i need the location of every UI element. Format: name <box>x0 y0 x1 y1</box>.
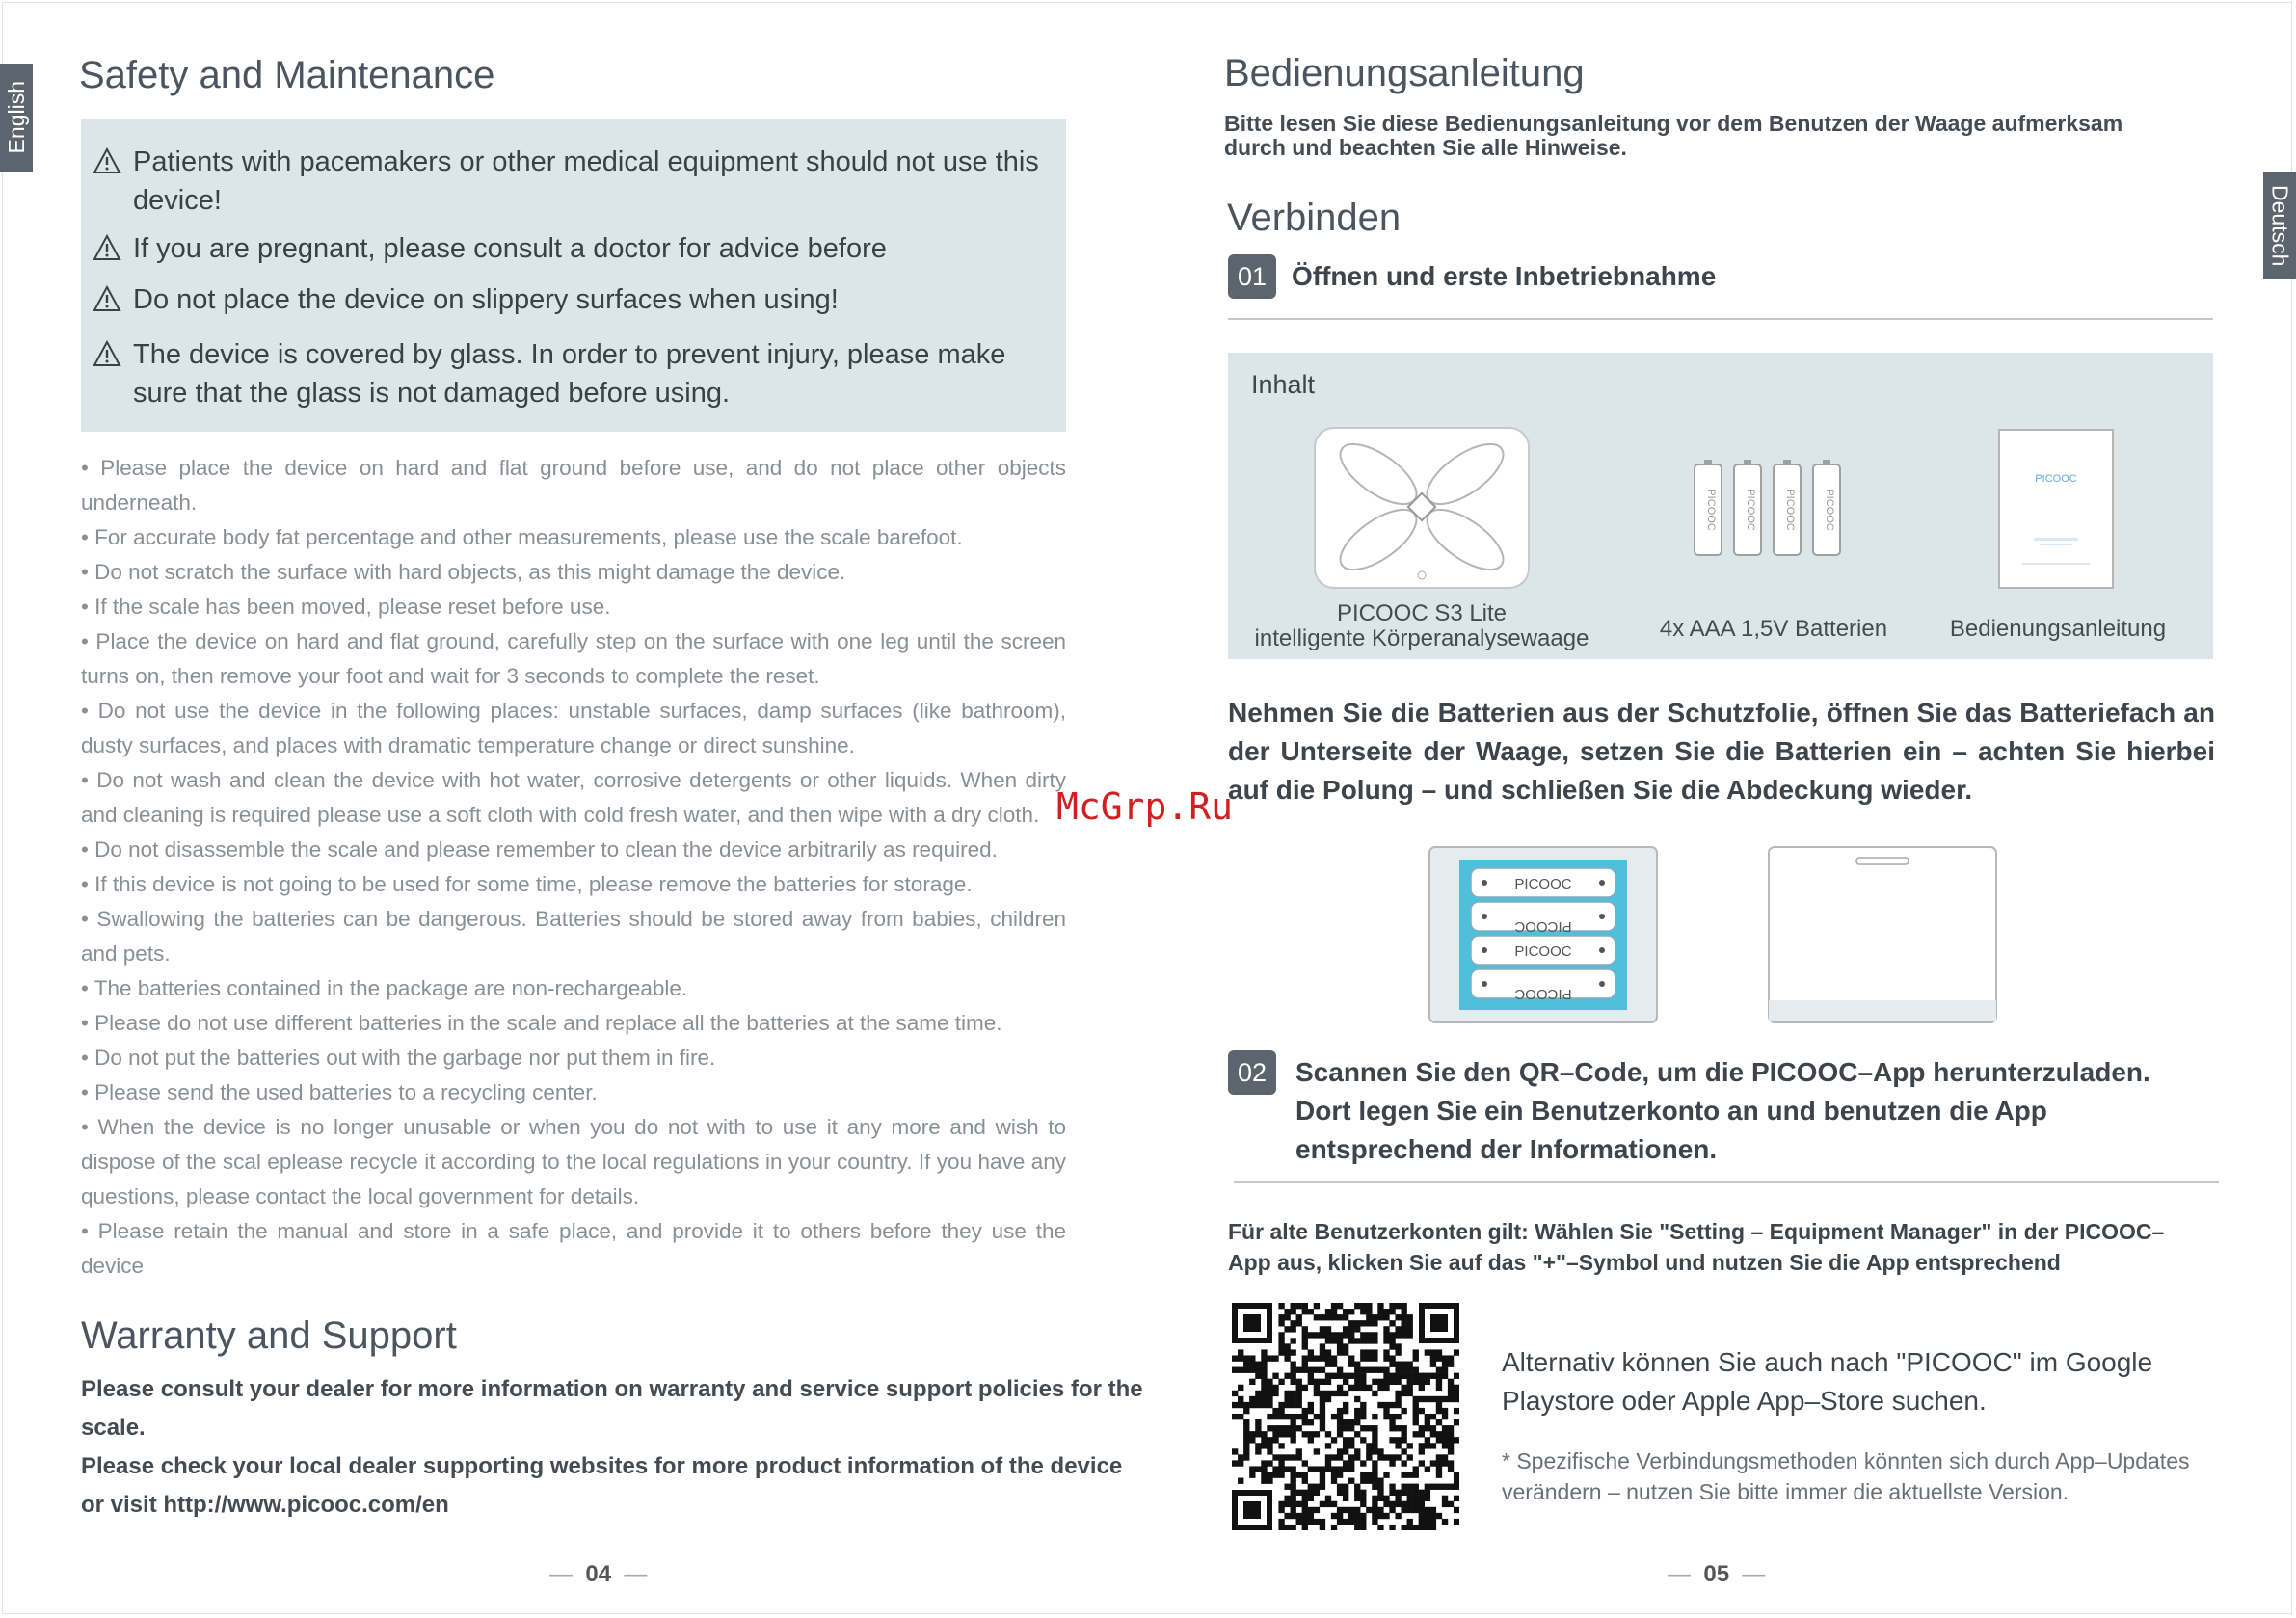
battery-label: PICOOC <box>1705 489 1717 531</box>
connect-title: Verbinden <box>1227 197 1402 239</box>
step-badge-01: 01 <box>1228 254 1276 299</box>
list-item: • For accurate body fat percentage and other measurements, please use the scale barefoot. <box>81 525 963 549</box>
step1-title: Öffnen und erste Inbetriebnahme <box>1292 261 1717 291</box>
list-item: • When the device is no longer unusable or when you do not with to use it any more and wish to dispose of the scal eplease recycle it according to the local regulations in your country. If you have any questions, please contact the local government for details. <box>81 1115 1066 1208</box>
list-item: • Please retain the manual and store in a safe place, and provide it to others before they use the device <box>81 1219 1066 1278</box>
language-tab-english: English <box>0 64 33 172</box>
closed-cover-illustration <box>1768 846 1997 1023</box>
footnote: * Spezifische Verbindungsmethoden könnten sich durch App–Updates verändern – nutzen Sie bitte immer die aktuellste Version. <box>1502 1448 2190 1504</box>
manual-caption: Bedienungsanleitung <box>1949 616 2167 642</box>
battery-label: PICOOC <box>1514 943 1572 960</box>
list-item: • Place the device on hard and flat ground, carefully step on the surface with one leg until the screen turns on, then remove your foot and wait for 3 seconds to complete the reset. <box>81 629 1066 688</box>
warranty-title: Warranty and Support <box>81 1314 457 1357</box>
batteries-illustration <box>1691 459 1841 561</box>
warning-item: Patients with pacemakers or other medical equipment should not use this device! <box>93 143 1049 220</box>
warning-triangle-icon <box>93 340 121 367</box>
warning-triangle-icon <box>93 147 121 174</box>
safety-bullet-list <box>81 451 1066 1284</box>
intro-text: Bitte lesen Sie diese Bedienungsanleitung vor dem Benutzen der Waage aufmerksam durch und beachten Sie alle Hinweise. <box>1224 111 2123 160</box>
old-accounts-note: Für alte Benutzerkonten gilt: Wählen Sie "Setting – Equipment Manager" in der PICOOC–App aus, klicken Sie auf das "+"–Symbol und nutzen Sie die App entsprechend <box>1228 1219 2165 1275</box>
qr-code-image <box>1232 1303 1459 1530</box>
step2-text: Scannen Sie den QR–Code, um die PICOOC–App herunterzuladen. Dort legen Sie ein Benutzerkonto an und benutzen die App entsprechend der Informationen. <box>1295 1057 2150 1164</box>
safety-title: Safety and Maintenance <box>79 54 495 96</box>
list-item: • Please place the device on hard and flat ground before use, and do not place other objects underneath. <box>81 456 1066 515</box>
list-item: • Do not scratch the surface with hard objects, as this might damage the device. <box>81 560 846 584</box>
step-badge-02: 02 <box>1228 1050 1276 1095</box>
alternative-text: Alternativ können Sie auch nach "PICOOC" im Google Playstore oder Apple App–Store suchen. <box>1502 1347 2153 1416</box>
list-item: • The batteries contained in the package are non-rechargeable. <box>81 976 688 1000</box>
divider <box>1228 318 2213 320</box>
warranty-text: Please consult your dealer for more information on warranty and service support policies for the scale. Please check your local dealer supporting websites for more product information of the device or visit http://www.picooc.com/en <box>81 1376 1143 1518</box>
warning-triangle-icon <box>93 234 121 261</box>
divider <box>1234 1181 2219 1183</box>
scale-caption: PICOOC S3 Lite intelligente Körperanalysewaage <box>1254 600 1589 651</box>
list-item: • Please do not use different batteries in the scale and replace all the batteries at the same time. <box>81 1011 1002 1035</box>
list-item: • If this device is not going to be used for some time, please remove the batteries for storage. <box>81 872 973 896</box>
contents-title: Inhalt <box>1251 370 1316 399</box>
list-item: • Do not use the device in the following places: unstable surfaces, damp surfaces (like bathroom), dusty surfaces, and places with dramatic temperature change or direct sunshine. <box>81 699 1066 757</box>
manual-brand-label: PICOOC <box>2035 473 2077 485</box>
warning-item: The device is covered by glass. In order to prevent injury, please make sure that the glass is not damaged before using. <box>93 335 1049 412</box>
list-item: • Do not disassemble the scale and please remember to clean the device arbitrarily as required. <box>81 837 998 862</box>
list-item: • Swallowing the batteries can be dangerous. Batteries should be stored away from babies, children and pets. <box>81 907 1066 966</box>
battery-compartment-illustration <box>1428 846 1658 1023</box>
page-number-right: — 05 — <box>1668 1561 1766 1587</box>
list-item: • Do not wash and clean the device with hot water, corrosive detergents or other liquids. When dirty and cleaning is required please use a soft cloth with cold fresh water, and then wipe with a dry cloth. <box>81 768 1066 827</box>
list-item: • Please send the used batteries to a recycling center. <box>81 1080 598 1104</box>
watermark: McGrp.Ru <box>1056 785 1234 828</box>
battery-label: PICOOC <box>1745 489 1756 531</box>
warning-item: Do not place the device on slippery surfaces when using! <box>93 280 1049 319</box>
battery-label: PICOOC <box>1824 489 1835 531</box>
battery-label: PICOOC <box>1514 986 1572 1002</box>
scale-illustration <box>1313 426 1531 590</box>
warning-triangle-icon <box>93 285 121 312</box>
manual-illustration <box>1997 428 2115 590</box>
page-number-left: — 04 — <box>549 1561 648 1587</box>
manual-title: Bedienungsanleitung <box>1224 52 1585 94</box>
battery-instruction: Nehmen Sie die Batterien aus der Schutzfolie, öffnen Sie das Batteriefach an der Unterseite der Waage, setzen Sie die Batterien ein – achten Sie hierbei auf die Polung – und schließen Sie die Abdeckung wieder. <box>1228 698 2215 805</box>
language-tab-deutsch: Deutsch <box>2263 172 2296 279</box>
battery-label: PICOOC <box>1514 876 1572 892</box>
battery-label: PICOOC <box>1784 489 1796 531</box>
warning-item: If you are pregnant, please consult a doctor for advice before <box>93 229 1049 268</box>
list-item: • If the scale has been moved, please reset before use. <box>81 595 611 619</box>
batteries-caption: 4x AAA 1,5V Batterien <box>1659 616 1888 642</box>
list-item: • Do not put the batteries out with the garbage nor put them in fire. <box>81 1046 716 1070</box>
battery-label: PICOOC <box>1514 918 1572 935</box>
